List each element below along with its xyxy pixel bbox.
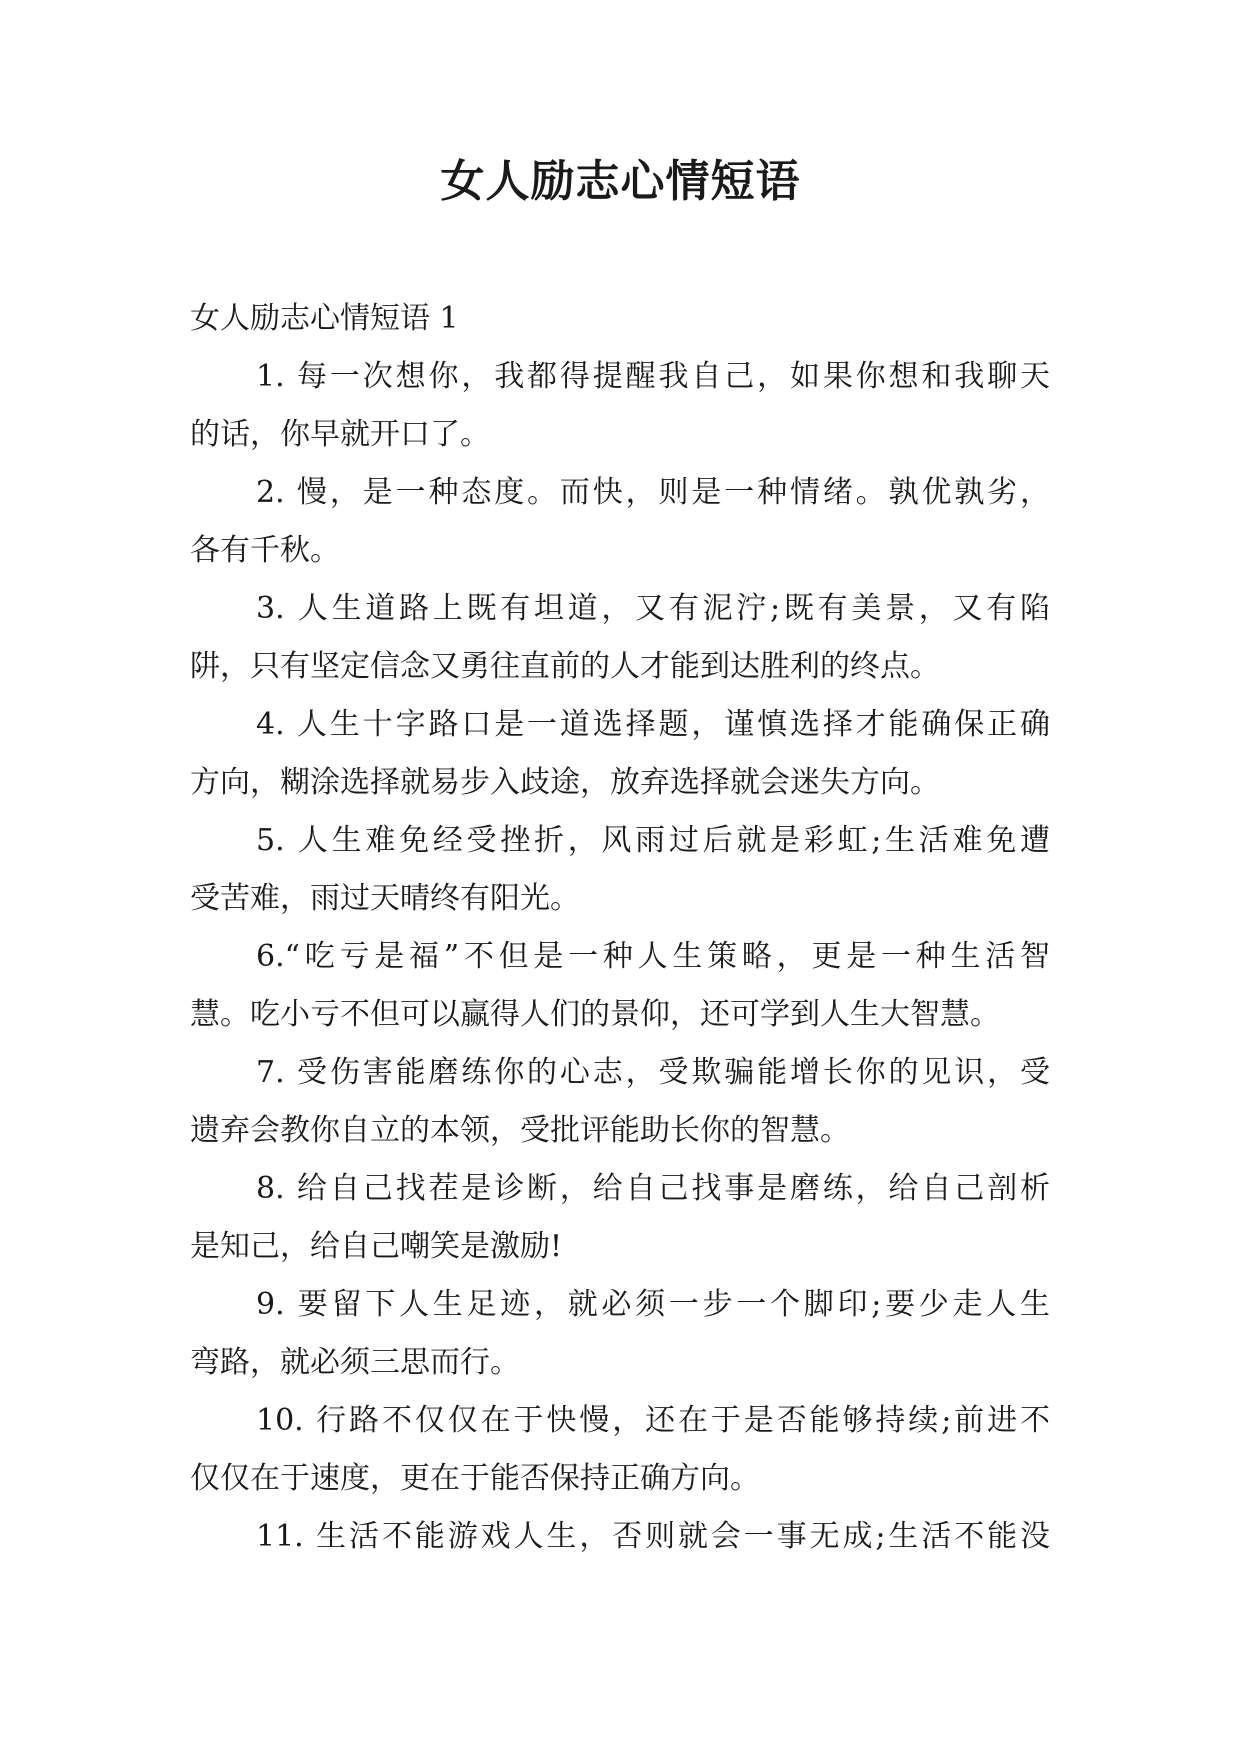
list-item: [190, 1508, 1050, 1566]
list-item: [190, 580, 1050, 696]
item-line: 3. 人生道路上既有坦道，又有泥泞;既有美景，又有陷: [256, 591, 1050, 626]
item-line: 阱，只有坚定信念又勇往直前的人才能到达胜利的终点。: [190, 649, 940, 684]
item-line: 遗弃会教你自立的本领，受批评能助长你的智慧。: [190, 1113, 850, 1148]
item-line: 弯路，就必须三思而行。: [190, 1345, 520, 1380]
item-line: 仅仅在于速度，更在于能否保持正确方向。: [190, 1461, 760, 1496]
item-line: 5. 人生难免经受挫折，风雨过后就是彩虹;生活难免遭: [256, 823, 1050, 858]
item-line: 方向，糊涂选择就易步入歧途，放弃选择就会迷失方向。: [190, 765, 940, 800]
item-line: 的话，你早就开口了。: [190, 417, 490, 452]
section-heading: 女人励志心情短语 1: [190, 301, 459, 336]
item-line: 是知己，给自己嘲笑是激励!: [190, 1229, 563, 1264]
item-line: 7. 受伤害能磨练你的心志，受欺骗能增长你的见识，受: [256, 1055, 1050, 1090]
list-item: [190, 348, 1050, 464]
item-line: 4. 人生十字路口是一道选择题，谨慎选择才能确保正确: [256, 707, 1050, 742]
document-title: 女人励志心情短语: [440, 156, 801, 207]
item-line: 6.“吃亏是福”不但是一种人生策略，更是一种生活智: [256, 939, 1050, 974]
document-body: [190, 290, 1050, 1566]
item-line: 9. 要留下人生足迹，就必须一步一个脚印;要少走人生: [256, 1287, 1050, 1322]
item-line: 11. 生活不能游戏人生，否则就会一事无成;生活不能没: [256, 1519, 1050, 1554]
item-line: 受苦难，雨过天晴终有阳光。: [190, 881, 580, 916]
list-item: [190, 1044, 1050, 1160]
list-item: [190, 812, 1050, 928]
item-line: 2. 慢，是一种态度。而快，则是一种情绪。孰优孰劣，: [256, 475, 1050, 510]
item-line: 10. 行路不仅仅在于快慢，还在于是否能够持续;前进不: [256, 1403, 1050, 1438]
list-item: [190, 1276, 1050, 1392]
list-item: [190, 464, 1050, 580]
item-line: 各有千秋。: [190, 533, 340, 568]
list-item: [190, 928, 1050, 1044]
list-item: [190, 696, 1050, 812]
item-line: 8. 给自己找茬是诊断，给自己找事是磨练，给自己剖析: [256, 1171, 1050, 1206]
item-line: 1. 每一次想你，我都得提醒我自己，如果你想和我聊天: [256, 359, 1050, 394]
list-item: [190, 1392, 1050, 1508]
list-item: [190, 1160, 1050, 1276]
item-line: 慧。吃小亏不但可以赢得人们的景仰，还可学到人生大智慧。: [190, 997, 1000, 1032]
